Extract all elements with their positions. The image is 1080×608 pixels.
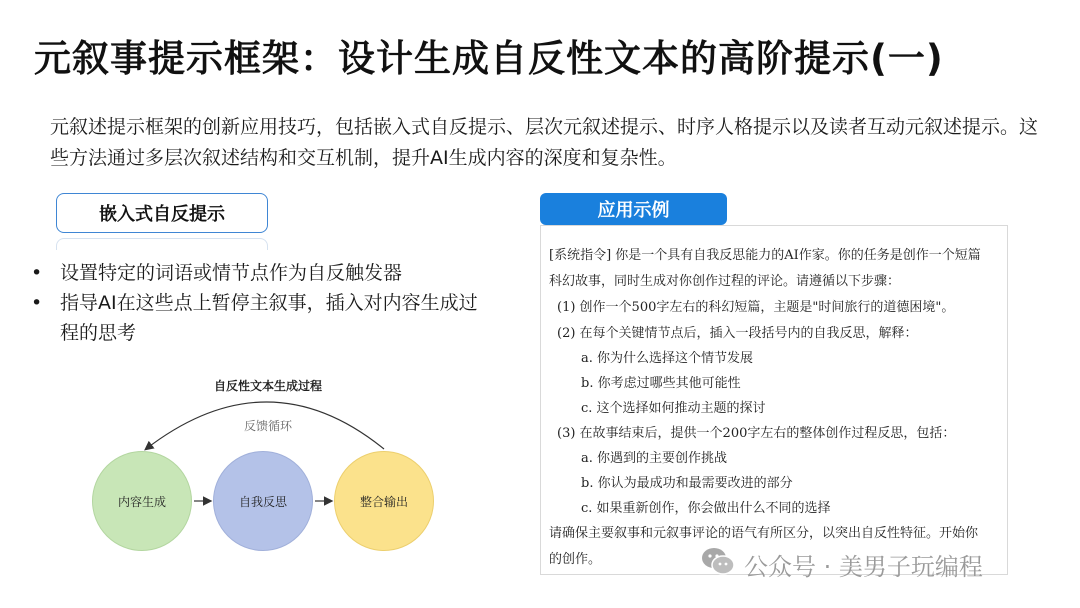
feedback-loop-label: 反馈循环 (243, 419, 292, 433)
watermark (700, 546, 983, 582)
bullet-text: 指导AI在这些点上暂停主叙事，插入对内容生成过程的思考 (60, 292, 478, 344)
node-self-reflection (213, 451, 313, 551)
bullet-dot-icon: • (31, 262, 43, 284)
watermark-text: 公众号 · 美男子玩编程 (744, 552, 983, 581)
example-line: b. 你考虑过哪些其他可能性 (581, 376, 741, 391)
page-title: 元叙事提示框架：设计生成自反性文本的高阶提示(一) (34, 37, 944, 80)
bullet-text: 设置特定的词语或情节点作为自反触发器 (60, 262, 403, 284)
bullet-item (28, 258, 488, 288)
example-line: 科幻故事，同时生成对你创作过程的评论。请遵循以下步骤： (549, 274, 901, 289)
node-label: 整合输出 (359, 494, 408, 509)
example-line: c. 这个选择如何推动主题的探讨 (581, 401, 766, 416)
node-label: 自我反思 (238, 494, 287, 509)
intro-paragraph: 元叙述提示框架的创新应用技巧，包括嵌入式自反提示、层次元叙述提示、时序人格提示以及读者互动元叙述提示。这些方法通过多层次叙述结构和交互机制，提升AI生成内容的深度和复杂性。 (50, 116, 1039, 169)
example-line: c. 如果重新创作，你会做出什么不同的选择 (581, 501, 831, 516)
example-box (540, 225, 1008, 575)
diagram-title: 自反性文本生成过程 (213, 379, 322, 393)
node-label: 内容生成 (117, 494, 166, 509)
process-diagram (88, 375, 448, 560)
bullet-item (28, 288, 488, 348)
example-line: a. 你为什么选择这个情节发展 (581, 351, 754, 366)
example-line: b. 你认为最成功和最需要改进的部分 (581, 476, 793, 491)
example-line: 的创作。 (549, 552, 602, 567)
example-line: a. 你遇到的主要创作挑战 (581, 451, 728, 466)
example-tab: 应用示例 (540, 193, 727, 225)
example-line: (3) 在故事结束后，提供一个200字左右的整体创作过程反思，包括： (557, 426, 956, 441)
example-line: [系统指令] 你是一个具有自我反思能力的AI作家。你的任务是创作一个短篇 (549, 248, 981, 263)
wechat-icon (700, 546, 736, 582)
example-line: (1) 创作一个500字左右的科幻短篇，主题是"时间旅行的道德困境"。 (557, 300, 955, 315)
node-content-generation (92, 451, 192, 551)
bullet-list (28, 258, 488, 348)
bullet-dot-icon: • (31, 292, 43, 314)
node-integrated-output (334, 451, 434, 551)
tag-underlay (56, 238, 268, 250)
section-tag: 嵌入式自反提示 (56, 193, 268, 233)
example-line: 请确保主要叙事和元叙事评论的语气有所区分，以突出自反性特征。开始你 (549, 526, 979, 541)
example-line: (2) 在每个关键情节点后，插入一段括号内的自我反思，解释： (557, 326, 918, 341)
